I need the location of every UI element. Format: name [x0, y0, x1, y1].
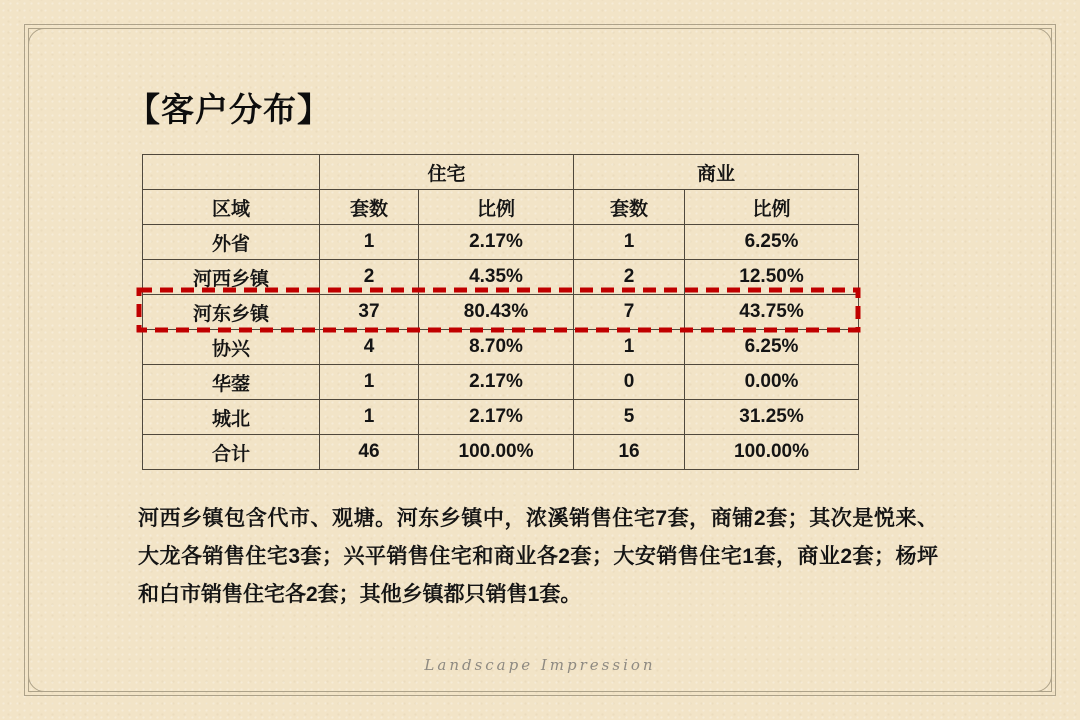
- cell-value: 16: [574, 435, 685, 470]
- note-paragraph: 河西乡镇包含代市、观塘。河东乡镇中，浓溪销售住宅7套，商铺2套；其次是悦来、大龙各销售住宅3套；兴平销售住宅和商业各2套；大安销售住宅1套，商业2套；杨坪和白市销售住宅各2套；其他乡镇都只销售1套。: [138, 507, 938, 606]
- cell-value: 6.25%: [685, 225, 859, 260]
- cell-value: 1: [320, 225, 419, 260]
- region-label: 河西乡镇: [143, 260, 320, 295]
- table-row-highlighted: [143, 295, 859, 330]
- cell-value: 46: [320, 435, 419, 470]
- cell-value: 0.00%: [685, 365, 859, 400]
- region-label: 合计: [143, 435, 320, 470]
- watermark-text: Landscape Impression: [424, 656, 656, 674]
- region-label: 城北: [143, 400, 320, 435]
- cell-value: 1: [574, 330, 685, 365]
- cell-value: 2.17%: [419, 400, 574, 435]
- cell-value: 1: [320, 400, 419, 435]
- col-header-region: 区域: [143, 190, 320, 225]
- cell-value: 2: [574, 260, 685, 295]
- page-title: 【客户分布】: [127, 90, 331, 129]
- corner-cell: [143, 155, 320, 190]
- group-header-commercial: 商业: [574, 155, 859, 190]
- column-group-row: [143, 155, 859, 190]
- cell-value: 2.17%: [419, 225, 574, 260]
- table-row: [143, 400, 859, 435]
- cell-value: 8.70%: [419, 330, 574, 365]
- cell-value: 5: [574, 400, 685, 435]
- cell-value: 6.25%: [685, 330, 859, 365]
- col-header-ratio: 比例: [685, 190, 859, 225]
- cell-value: 2: [320, 260, 419, 295]
- cell-value: 7: [574, 295, 685, 330]
- col-header-units: 套数: [320, 190, 419, 225]
- col-header-units: 套数: [574, 190, 685, 225]
- cell-value: 0: [574, 365, 685, 400]
- cell-value: 4.35%: [419, 260, 574, 295]
- cell-value: 80.43%: [419, 295, 574, 330]
- group-header-residential: 住宅: [320, 155, 574, 190]
- column-header-row: [143, 190, 859, 225]
- region-label: 华蓥: [143, 365, 320, 400]
- cell-value: 1: [320, 365, 419, 400]
- cell-value: 37: [320, 295, 419, 330]
- cell-value: 12.50%: [685, 260, 859, 295]
- region-label: 协兴: [143, 330, 320, 365]
- table-row: [143, 225, 859, 260]
- cell-value: 43.75%: [685, 295, 859, 330]
- cell-value: 100.00%: [419, 435, 574, 470]
- table-row: [143, 365, 859, 400]
- cell-value: 1: [574, 225, 685, 260]
- col-header-ratio: 比例: [419, 190, 574, 225]
- customer-distribution-table: [142, 154, 859, 470]
- table-row: [143, 330, 859, 365]
- cell-value: 100.00%: [685, 435, 859, 470]
- cell-value: 31.25%: [685, 400, 859, 435]
- cell-value: 4: [320, 330, 419, 365]
- region-label: 外省: [143, 225, 320, 260]
- table-row-total: [143, 435, 859, 470]
- region-label: 河东乡镇: [143, 295, 320, 330]
- table-row: [143, 260, 859, 295]
- cell-value: 2.17%: [419, 365, 574, 400]
